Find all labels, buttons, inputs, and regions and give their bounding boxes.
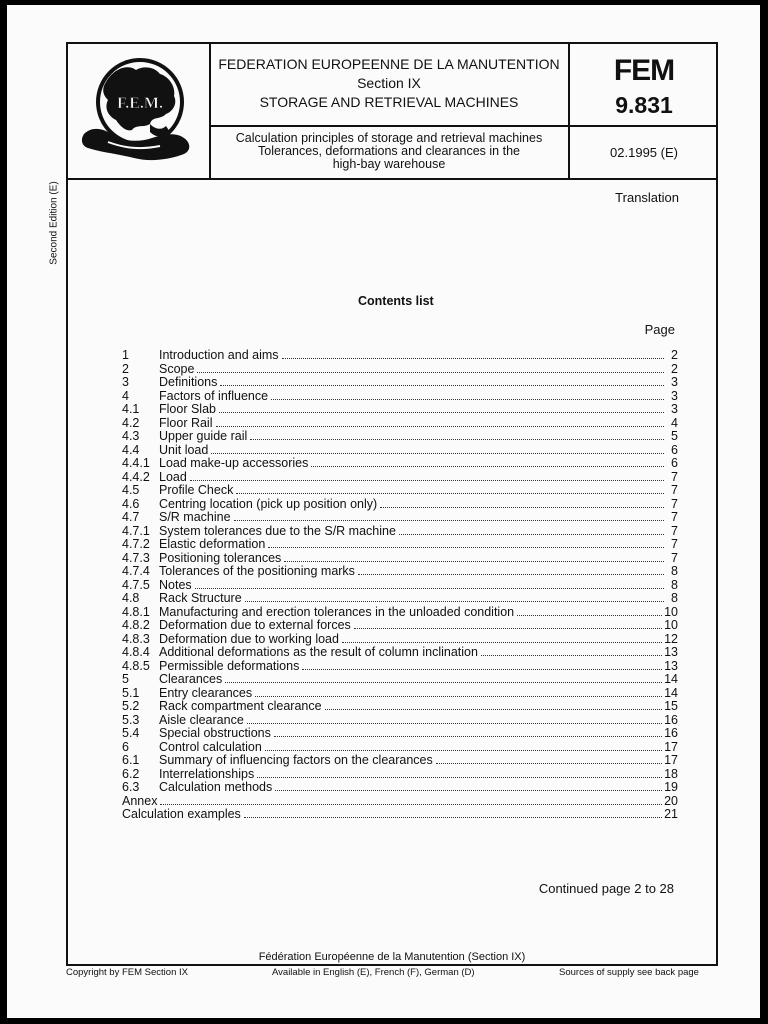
toc-entry-title: Additional deformations as the result of column inclination <box>159 645 478 659</box>
toc-leader-dots <box>284 561 664 562</box>
toc-entry-number: 4.7 <box>122 510 140 524</box>
toc-entry-number: 6.2 <box>122 766 140 781</box>
toc-entry-title: Control calculation <box>159 739 262 754</box>
toc-entry-number: 5.2 <box>122 699 140 713</box>
toc-entry-title: Introduction and aims <box>159 348 279 362</box>
toc-entry-page: 5 <box>671 429 678 443</box>
continued-note: Continued page 2 to 28 <box>538 881 674 896</box>
toc-entry <box>122 552 678 566</box>
subtitle-line: Tolerances, deformations and clearances in the <box>258 144 520 158</box>
toc-entry <box>122 660 678 674</box>
toc-entry-page: 2 <box>671 348 678 362</box>
toc-entry-page: 8 <box>671 577 678 592</box>
toc-entry-page: 6 <box>671 442 678 457</box>
toc-entry-title: Load make-up accessories <box>159 456 309 470</box>
toc-entry-number: 4.7.4 <box>122 564 150 578</box>
toc-entry-number: 5.1 <box>122 685 140 700</box>
toc-entry-page: 7 <box>671 510 678 524</box>
toc-entry-number: 1 <box>122 348 129 362</box>
toc-entry-number: 4.7.2 <box>122 537 150 551</box>
toc-leader-dots <box>255 696 662 697</box>
toc-entry <box>122 430 678 444</box>
toc-entry-number: 2 <box>122 361 129 376</box>
toc-entry <box>122 565 678 579</box>
toc-entry <box>122 619 678 633</box>
toc-entry-title: Load <box>159 469 187 484</box>
toc-leader-dots <box>271 399 664 400</box>
toc-leader-dots <box>220 385 664 386</box>
toc-entry-page: 6 <box>671 456 678 470</box>
toc-entry <box>122 700 678 714</box>
document-page <box>7 5 760 1018</box>
toc-entry-page: 3 <box>671 402 678 416</box>
toc-leader-dots <box>275 790 662 791</box>
toc-entry-number: 4.8.2 <box>122 618 150 632</box>
toc-leader-dots <box>342 642 662 643</box>
toc-entry-page: 7 <box>671 537 678 551</box>
languages-note: Available in English (E), French (F), German (D) <box>272 967 475 978</box>
toc-leader-dots <box>257 777 662 778</box>
contents-title: Contents list <box>358 294 434 308</box>
toc-leader-dots <box>247 723 662 724</box>
toc-entry-number: 4.2 <box>122 415 140 430</box>
toc-entry-number: 4 <box>122 388 129 403</box>
toc-entry-title: Deformation due to working load <box>159 631 339 646</box>
document-frame <box>66 42 718 966</box>
toc-entry-page: 7 <box>671 469 678 484</box>
header-row-divider <box>209 125 716 127</box>
toc-leader-dots <box>160 804 662 805</box>
translation-label: Translation <box>615 190 679 205</box>
toc-entry-number: 4.6 <box>122 496 140 511</box>
copyright-note: Copyright by FEM Section IX <box>66 967 188 978</box>
toc-entry-title: Summary of influencing factors on the clearances <box>159 753 433 767</box>
toc-entry <box>122 673 678 687</box>
toc-leader-dots <box>244 817 662 818</box>
toc-entry-title: Floor Rail <box>159 415 213 430</box>
toc-entry-number: 4.7.1 <box>122 523 150 538</box>
toc-leader-dots <box>195 588 664 589</box>
toc-entry-page: 14 <box>664 685 678 700</box>
toc-entry-number: 4.7.3 <box>122 550 150 565</box>
toc-entry <box>122 808 678 822</box>
toc-entry-page: 10 <box>664 618 678 632</box>
toc-entry-title: Notes <box>159 577 192 592</box>
toc-leader-dots <box>274 736 662 737</box>
toc-entry-page: 10 <box>664 604 678 619</box>
toc-entry <box>122 741 678 755</box>
toc-entry-page: 7 <box>671 496 678 511</box>
toc-entry <box>122 795 678 809</box>
organization-name: FEDERATION EUROPEENNE DE LA MANUTENTION <box>218 56 560 72</box>
subtitle-line: Calculation principles of storage and retrieval machines <box>235 131 543 145</box>
toc-entry-number: 4.8.1 <box>122 604 150 619</box>
toc-entry-title: Scope <box>159 361 195 376</box>
toc-leader-dots <box>282 358 664 359</box>
toc-entry-number: 4.8.3 <box>122 631 150 646</box>
toc-entry-title: Deformation due to external forces <box>159 618 351 632</box>
toc-entry <box>122 592 678 606</box>
toc-leader-dots <box>225 682 662 683</box>
toc-entry-page: 21 <box>664 807 678 821</box>
toc-entry-title: Rack Structure <box>159 591 242 605</box>
subtitle-line: high-bay warehouse <box>332 157 446 171</box>
toc-entry-page: 16 <box>664 712 678 727</box>
toc-entry-page: 16 <box>664 726 678 740</box>
toc-entry <box>122 781 678 795</box>
toc-leader-dots <box>302 669 662 670</box>
toc-entry-page: 13 <box>664 645 678 659</box>
toc-entry-number: 3 <box>122 375 129 389</box>
toc-entry-title: Unit load <box>159 442 209 457</box>
toc-entry-number: 4.7.5 <box>122 577 150 592</box>
toc-entry <box>122 363 678 377</box>
toc-entry-title: Floor Slab <box>159 402 216 416</box>
toc-leader-dots <box>268 547 664 548</box>
toc-entry-page: 3 <box>671 375 678 389</box>
toc-entry-number: 4.4 <box>122 442 140 457</box>
toc-entry <box>122 498 678 512</box>
organization-division: STORAGE AND RETRIEVAL MACHINES <box>259 94 519 110</box>
toc-entry-title: Clearances <box>159 672 223 686</box>
toc-entry <box>122 633 678 647</box>
organization-heading <box>211 55 567 112</box>
toc-entry-number: 6 <box>122 739 129 754</box>
toc-entry <box>122 349 678 363</box>
toc-leader-dots <box>219 412 664 413</box>
toc-entry <box>122 403 678 417</box>
toc-entry-title: Annex <box>122 793 158 808</box>
toc-entry-title: Positioning tolerances <box>159 550 282 565</box>
toc-entry-number: 5.4 <box>122 726 140 740</box>
frame-footer: Fédération Européenne de la Manutention (Section IX) <box>258 951 526 963</box>
organization-section: Section IX <box>357 75 421 91</box>
toc-entry-title: Tolerances of the positioning marks <box>159 564 355 578</box>
toc-entry-number: 4.3 <box>122 429 140 443</box>
toc-entry-title: Profile Check <box>159 483 234 497</box>
toc-entry-title: Elastic deformation <box>159 537 266 551</box>
toc-leader-dots <box>190 480 664 481</box>
toc-entry-title: Aisle clearance <box>159 712 244 727</box>
toc-entry-page: 13 <box>664 658 678 673</box>
sources-note: Sources of supply see back page <box>559 967 699 978</box>
toc-entry <box>122 471 678 485</box>
toc-leader-dots <box>517 615 662 616</box>
toc-entry <box>122 417 678 431</box>
toc-entry <box>122 606 678 620</box>
toc-entry-page: 4 <box>671 415 678 430</box>
toc-entry <box>122 538 678 552</box>
toc-leader-dots <box>211 453 664 454</box>
toc-entry-page: 12 <box>664 631 678 646</box>
toc-entry-page: 14 <box>664 672 678 686</box>
toc-leader-dots <box>245 601 664 602</box>
toc-entry-number: 4.4.2 <box>122 469 150 484</box>
toc-entry <box>122 376 678 390</box>
toc-leader-dots <box>481 655 662 656</box>
toc-entry-title: Factors of influence <box>159 388 269 403</box>
toc-entry-number: 4.8.4 <box>122 645 150 659</box>
toc-entry <box>122 484 678 498</box>
table-of-contents <box>122 349 678 822</box>
toc-entry <box>122 457 678 471</box>
toc-entry-number: 4.8.5 <box>122 658 150 673</box>
toc-entry-number: 4.4.1 <box>122 456 150 470</box>
toc-leader-dots <box>265 750 662 751</box>
fem-logo-icon <box>80 54 202 168</box>
toc-leader-dots <box>325 709 663 710</box>
toc-entry <box>122 687 678 701</box>
toc-leader-dots <box>197 372 664 373</box>
toc-entry-page: 18 <box>664 766 678 781</box>
toc-leader-dots <box>399 534 664 535</box>
toc-entry-title: Definitions <box>159 375 218 389</box>
toc-entry <box>122 525 678 539</box>
toc-entry <box>122 390 678 404</box>
toc-entry-page: 8 <box>671 564 678 578</box>
toc-entry-page: 3 <box>671 388 678 403</box>
toc-entry-title: System tolerances due to the S/R machine <box>159 523 396 538</box>
toc-entry <box>122 579 678 593</box>
toc-entry-page: 7 <box>671 483 678 497</box>
toc-entry-title: Calculation methods <box>159 780 273 794</box>
header-divider <box>68 178 716 180</box>
document-date: 02.1995 (E) <box>610 145 678 160</box>
toc-entry-page: 2 <box>671 361 678 376</box>
toc-entry <box>122 754 678 768</box>
toc-entry-number: 4.5 <box>122 483 140 497</box>
toc-entry-title: Entry clearances <box>159 685 253 700</box>
toc-entry <box>122 444 678 458</box>
toc-entry-title: S/R machine <box>159 510 231 524</box>
toc-entry <box>122 727 678 741</box>
toc-entry-page: 17 <box>664 739 678 754</box>
toc-leader-dots <box>436 763 662 764</box>
svg-text:F.E.M.: F.E.M. <box>116 95 164 112</box>
toc-entry-title: Interrelationships <box>159 766 255 781</box>
toc-entry-number: 4.1 <box>122 402 140 416</box>
document-code: FEM <box>613 54 675 87</box>
toc-entry-title: Calculation examples <box>122 807 241 821</box>
toc-entry-number: 6.1 <box>122 753 140 767</box>
toc-leader-dots <box>234 520 664 521</box>
toc-leader-dots <box>311 466 664 467</box>
toc-leader-dots <box>216 426 665 427</box>
toc-entry-number: 5 <box>122 672 129 686</box>
toc-leader-dots <box>250 439 664 440</box>
toc-entry-page: 8 <box>671 591 678 605</box>
toc-entry-title: Special obstructions <box>159 726 271 740</box>
toc-entry-page: 15 <box>664 699 678 713</box>
toc-entry-page: 7 <box>671 550 678 565</box>
toc-leader-dots <box>358 574 664 575</box>
toc-entry-title: Centring location (pick up position only) <box>159 496 378 511</box>
toc-entry <box>122 714 678 728</box>
toc-entry-number: 4.8 <box>122 591 140 605</box>
toc-entry-number: 6.3 <box>122 780 140 794</box>
toc-entry <box>122 768 678 782</box>
edition-label: Second Edition (E) <box>48 181 60 265</box>
toc-entry-title: Upper guide rail <box>159 429 248 443</box>
toc-entry-page: 17 <box>664 753 678 767</box>
toc-entry-title: Manufacturing and erection tolerances in the unloaded condition <box>159 604 515 619</box>
toc-entry-page: 19 <box>664 780 678 794</box>
toc-entry-title: Rack compartment clearance <box>159 699 322 713</box>
toc-entry <box>122 646 678 660</box>
toc-entry-page: 7 <box>671 523 678 538</box>
toc-leader-dots <box>236 493 664 494</box>
toc-leader-dots <box>380 507 664 508</box>
document-subtitle <box>211 132 567 171</box>
toc-entry-title: Permissible deformations <box>159 658 300 673</box>
toc-entry-page: 20 <box>664 793 678 808</box>
page-column-label: Page <box>644 322 675 337</box>
toc-entry-number: 5.3 <box>122 712 140 727</box>
toc-entry <box>122 511 678 525</box>
document-number: 9.831 <box>615 92 673 118</box>
toc-leader-dots <box>354 628 662 629</box>
